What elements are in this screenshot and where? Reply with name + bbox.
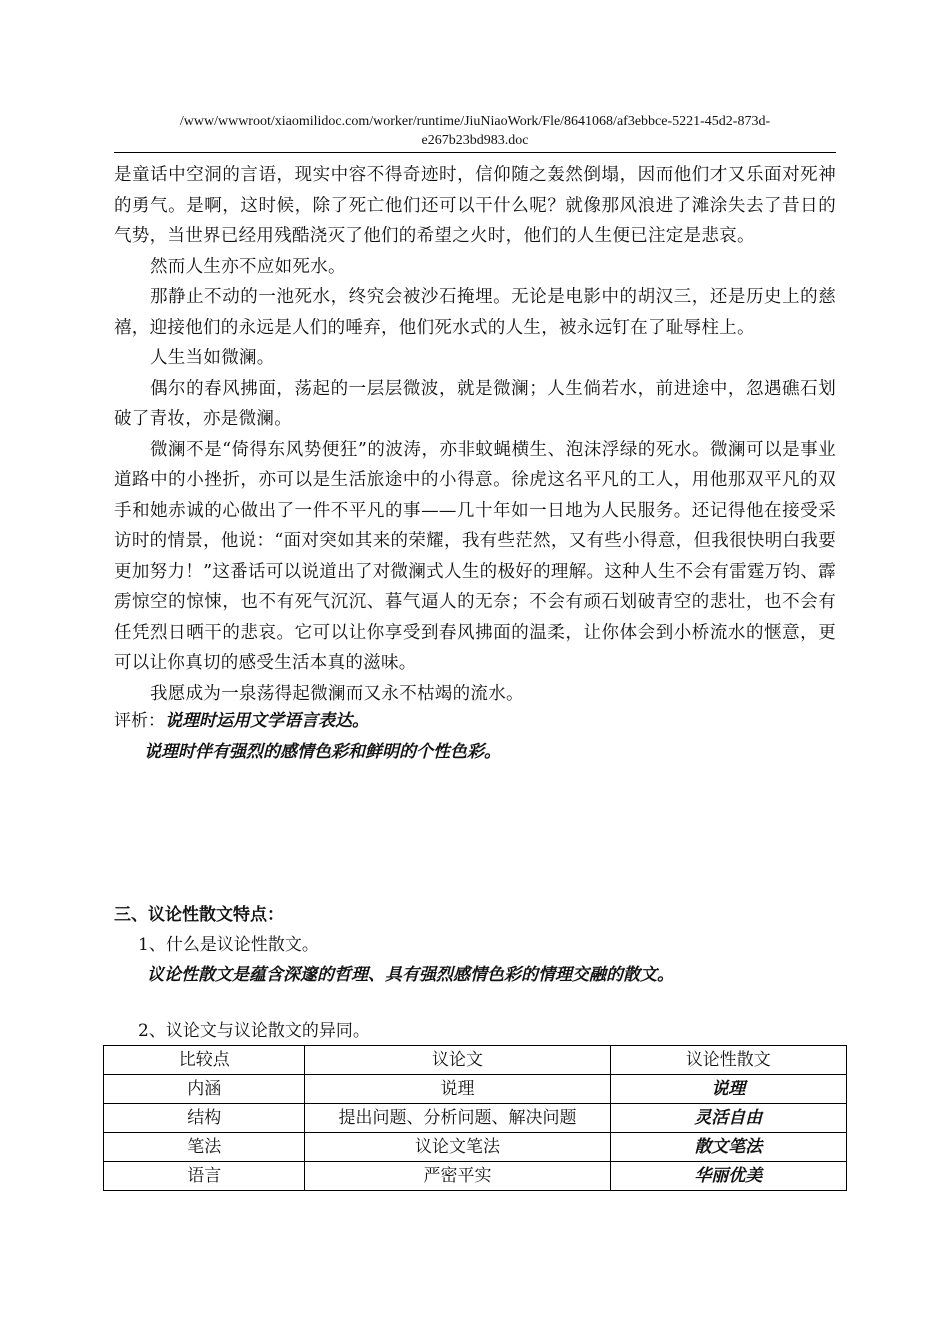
comment-point-2: 说理时伴有强烈的感情色彩和鲜明的个性色彩。 [144, 742, 501, 762]
table-cell: 结构 [104, 1104, 305, 1133]
table-row [104, 1075, 847, 1104]
table-row [104, 1104, 847, 1133]
paragraph: 我愿成为一泉荡得起微澜而又永不枯竭的流水。 [150, 683, 524, 704]
header-cell: 比较点 [104, 1046, 305, 1075]
file-path-line-2: e267b23bd983.doc [421, 133, 529, 148]
table-header-row [104, 1046, 847, 1075]
table-row [104, 1162, 847, 1191]
comparison-table [103, 1045, 847, 1191]
table-cell: 说理 [610, 1075, 846, 1104]
table-cell: 提出问题、分析问题、解决问题 [305, 1104, 610, 1133]
paragraph: 偶尔的春风拂面，荡起的一层层微波，就是微澜；人生倘若水，前进途中，忽遇礁石划破了青妆，亦是微澜。 [114, 378, 836, 429]
question-1: 1、什么是议论性散文。 [138, 935, 319, 955]
table-cell: 严密平实 [305, 1162, 610, 1191]
table-cell: 散文笔法 [610, 1133, 846, 1162]
paragraph: 然而人生亦不应如死水。 [150, 256, 346, 277]
table-cell: 笔法 [104, 1133, 305, 1162]
table-cell: 华丽优美 [610, 1162, 846, 1191]
paragraph: 是童话中空洞的言语，现实中容不得奇迹时，信仰随之轰然倒塌，因而他们才又乐面对死神的勇气。是啊，这时候，除了死亡他们还可以干什么呢？就像那风浪进了滩涂失去了昔日的气势，当世界已经用残酷浇灭了他们的希望之火时，他们的人生便已注定是悲哀。 [114, 165, 836, 246]
file-path-line-1: /www/wwwroot/xiaomilidoc.com/worker/runtime/JiuNiaoWork/Fle/8641068/af3ebbce-5221-45d2-873d- [179, 114, 771, 129]
comment-point-1: 说理时运用文学语言表达。 [165, 711, 369, 731]
header-cell: 议论文 [305, 1046, 610, 1075]
table-cell: 语言 [104, 1162, 305, 1191]
paragraph: 微澜不是“倚得东风势便狂”的波涛，亦非蚊蝇横生、泡沫浮绿的死水。微澜可以是事业道路中的小挫折，亦可以是生活旅途中的小得意。徐虎这名平凡的工人，用他那双平凡的双手和她赤诚的心做出了一件不平凡的事——几十年如一日地为人民服务。还记得他在接受采访时的情景，他说：“面对突如其来的荣耀，我有些茫然，又有些小得意，但我很快明白我要更加努力！”这番话可以说道出了对微澜式人生的极好的理解。这种人生不会有雷霆万钧、霹雳惊空的惊悚，也不有死气沉沉、暮气逼人的无奈；不会有顽石划破青空的悲壮，也不会有任凭烈日晒干的悲哀。它可以让你享受到春风拂面的温柔，让你体会到小桥流水的惬意，更可以让你真切的感受生活本真的滋味。 [114, 439, 836, 673]
section-title: 三、议论性散文特点： [114, 905, 284, 925]
file-path-header [114, 112, 836, 150]
question-2: 2、议论文与议论散文的异同。 [138, 1021, 370, 1041]
table-row [104, 1133, 847, 1162]
table-cell: 灵活自由 [610, 1104, 846, 1133]
paragraph: 那静止不动的一池死水，终究会被沙石掩埋。无论是电影中的胡汉三，还是历史上的慈禧，迎接他们的永远是人们的唾弃，他们死水式的人生，被永远钉在了耻辱柱上。 [114, 287, 836, 338]
header-divider [114, 152, 836, 153]
table-cell: 说理 [305, 1075, 610, 1104]
definition: 议论性散文是蕴含深邃的哲理、具有强烈感情色彩的情理交融的散文。 [147, 965, 674, 985]
essay-body [114, 160, 836, 709]
comment-label: 评析： [114, 711, 165, 731]
table-cell: 内涵 [104, 1075, 305, 1104]
section-three [114, 900, 836, 990]
comment-block [114, 706, 836, 768]
header-cell: 议论性散文 [610, 1046, 846, 1075]
table-cell: 议论文笔法 [305, 1133, 610, 1162]
paragraph: 人生当如微澜。 [150, 348, 275, 368]
